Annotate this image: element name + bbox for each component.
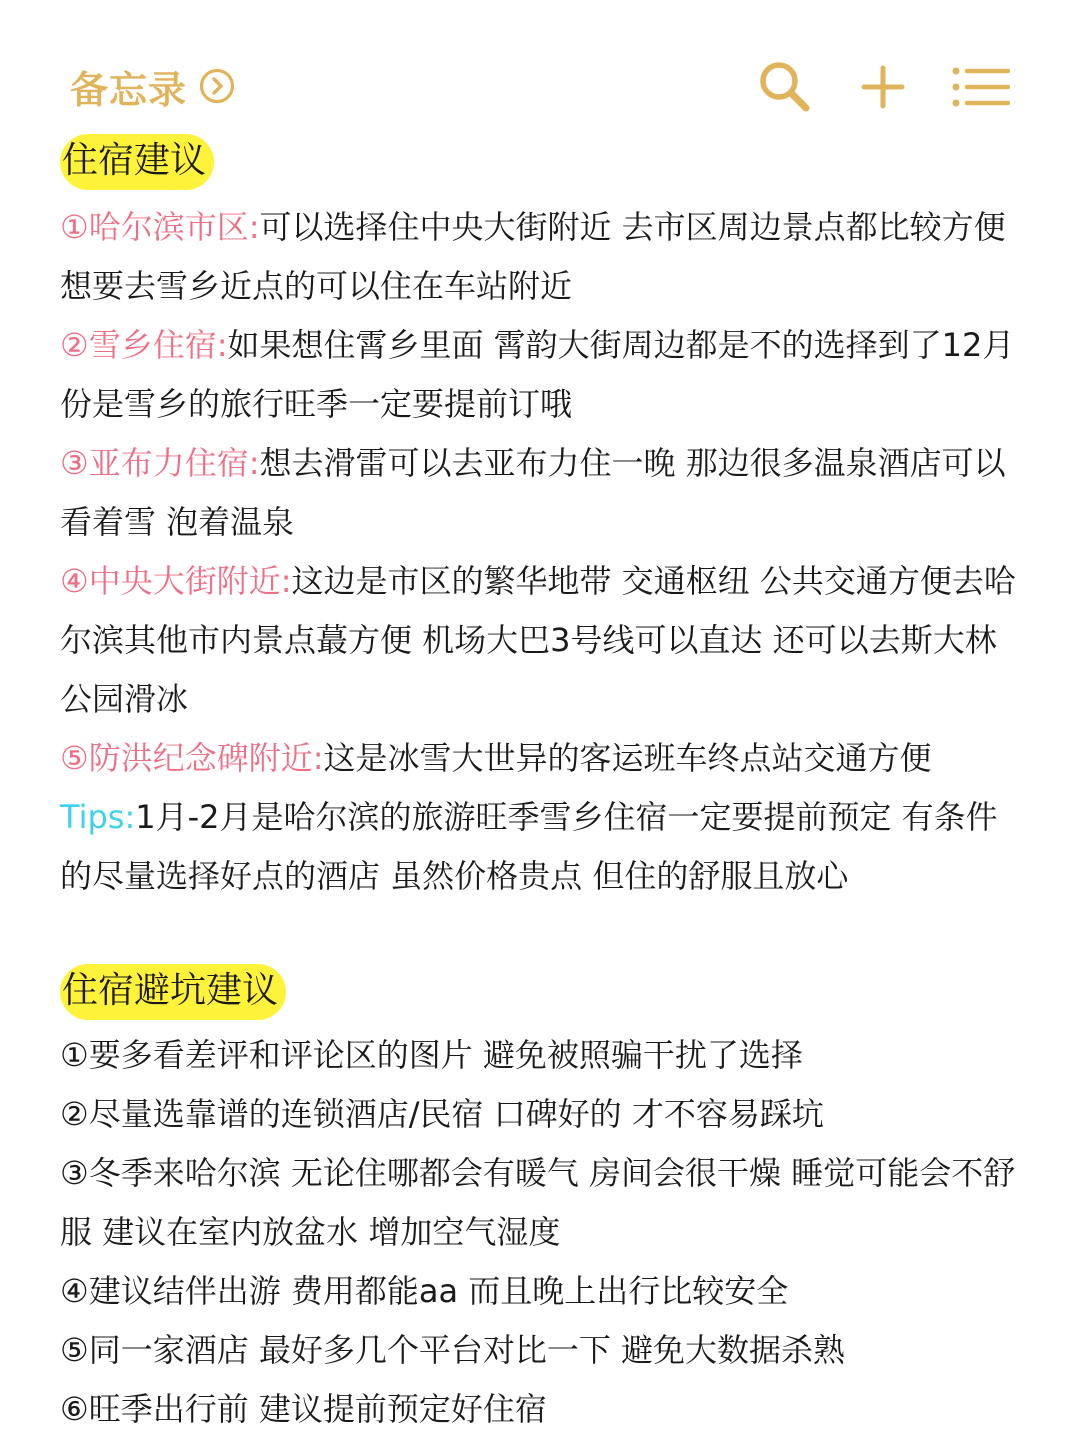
item-text: 这是冰雪大世异的客运班车终点站交通方便: [323, 739, 932, 777]
section-title-avoid: 住宿避坑建议: [60, 964, 286, 1020]
chevron-right-icon: [199, 68, 235, 104]
tips-text: 1月-2月是哈尔滨的旅游旺季雪乡住宿一定要提前预定 有条件的尽量选择好点的酒店 虽然价格贵点 但住的舒服且放心: [60, 798, 998, 895]
list-item: ④建议结伴出游 费用都能aa 而且晚上出行比较安全: [60, 1272, 789, 1310]
list-item: ⑤同一家酒店 最好多几个平台对比一下 避免大数据杀熟: [60, 1331, 846, 1369]
item-label: ②雪乡住宿:: [60, 326, 228, 364]
item-text: 如果想住霄乡里面 霄韵大街周边都是不的选择到了12月份是雪乡的旅行旺季一定要提前订哦: [60, 326, 1015, 423]
avoid-list: [60, 1026, 1020, 1439]
item-text: 这边是市区的繁华地带 交通枢纽 公共交通方便去哈尔滨其他市内景点蕞方便 机场大巴3号线可以直达 还可以去斯大林公园滑冰: [60, 562, 1016, 718]
tips-paragraph: [60, 788, 1020, 906]
list-item: ①要多看差评和评论区的图片 避免被照骗干扰了选择: [60, 1036, 803, 1074]
list-item: ③冬季来哈尔滨 无论住哪都会有暖气 房间会很干燥 睡觉可能会不舒服 建议在室内放盆水 增加空气湿度: [60, 1154, 1016, 1251]
plus-icon: [861, 65, 905, 109]
toolbar: [756, 58, 1010, 116]
list-view-button[interactable]: [952, 58, 1010, 116]
list-item: [60, 552, 1020, 729]
back-label: 备忘录: [70, 67, 188, 112]
item-label: ⑤防洪纪念碑附近:: [60, 739, 324, 777]
back-to-notes-button[interactable]: [70, 58, 235, 114]
list-item: [60, 316, 1020, 434]
list-item: [60, 729, 1020, 788]
item-label: ④中央大街附近:: [60, 562, 292, 600]
item-text: 想去滑雷可以去亚布力住一晚 那边很多温泉酒店可以看着雪 泡着温泉: [60, 444, 1006, 541]
list-item: ②尽量选靠谱的连锁酒店/民宿 口碑好的 才不容易踩坑: [60, 1095, 824, 1133]
list-item: [60, 198, 1020, 316]
item-label: ③亚布力住宿:: [60, 444, 260, 482]
section-title-accommodation: 住宿建议: [60, 134, 214, 190]
note-header: [0, 0, 1080, 125]
item-text: 可以选择住中央大街附近 去市区周边景点都比较方便 想要去雪乡近点的可以住在车站附近: [60, 208, 1006, 305]
list-icon: [952, 67, 1010, 107]
tips-label: Tips:: [60, 798, 136, 836]
search-button[interactable]: [756, 58, 814, 116]
note-body[interactable]: [60, 134, 1020, 1439]
search-icon: [757, 59, 813, 115]
item-label: ①哈尔滨市区:: [60, 208, 260, 246]
add-note-button[interactable]: [854, 58, 912, 116]
list-item: ⑥旺季出行前 建议提前预定好住宿: [60, 1390, 547, 1428]
list-item: [60, 434, 1020, 552]
